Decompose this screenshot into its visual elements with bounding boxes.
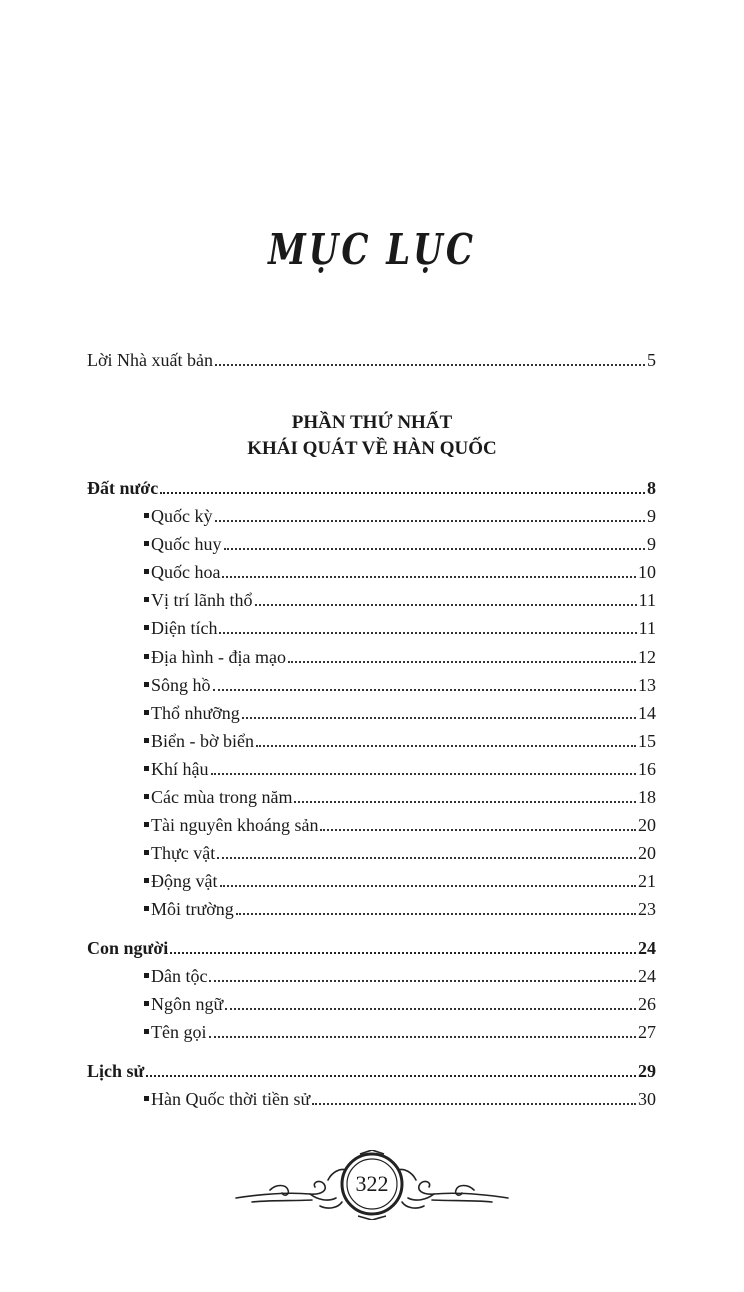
dot-leader [215, 520, 646, 522]
toc-section-con-nguoi[interactable] [87, 936, 656, 960]
dot-leader [219, 632, 636, 634]
toc-entry-page: 5 [647, 350, 656, 370]
toc-item[interactable] [144, 588, 656, 612]
toc-section-page: 24 [638, 938, 656, 958]
toc-item-label: Ngôn ngữ [151, 994, 224, 1014]
toc-item-page: 11 [638, 590, 656, 610]
toc-item[interactable] [144, 964, 656, 988]
bullet-icon [144, 569, 149, 574]
toc-item-label: Thổ nhưỡng [151, 703, 240, 723]
bullet-icon [144, 541, 149, 546]
toc-item[interactable] [144, 869, 656, 893]
page-footer [232, 1150, 512, 1220]
toc-item[interactable] [144, 560, 656, 584]
toc-item-label: Các mùa trong năm [151, 787, 293, 807]
toc-item[interactable] [144, 504, 656, 528]
toc-section-title: Đất nước [87, 478, 159, 498]
bullet-icon [144, 766, 149, 771]
dot-leader [170, 952, 636, 954]
toc-item[interactable] [144, 616, 656, 640]
toc-item[interactable] [144, 841, 656, 865]
dot-leader [146, 1075, 636, 1077]
part-heading-line2: KHÁI QUÁT VỀ HÀN QUỐC [247, 438, 497, 459]
toc-item-page: 10 [638, 562, 656, 582]
dot-leader [222, 576, 636, 578]
dot-leader [256, 745, 636, 747]
toc-item-page: 9 [647, 506, 656, 526]
dot-leader [224, 548, 646, 550]
toc-section-page: 29 [638, 1061, 656, 1081]
bullet-icon [144, 738, 149, 743]
toc-item[interactable] [144, 1087, 656, 1111]
toc-item-label: Sông hồ [151, 675, 211, 695]
bullet-icon [144, 682, 149, 687]
dot-leader [215, 364, 645, 366]
toc-item-page: 20 [638, 843, 656, 863]
bullet-icon [144, 1096, 149, 1101]
part-heading-line1: PHẦN THỨ NHẤT [291, 412, 453, 433]
toc-section-title: Lịch sử [87, 1061, 145, 1081]
toc-item-label: Biển - bờ biển [151, 731, 254, 751]
toc-item[interactable] [144, 673, 656, 697]
bullet-icon [144, 1029, 149, 1034]
toc-item-label: Thực vật [151, 843, 216, 863]
toc-item-label: Tài nguyên khoáng sản [151, 815, 319, 835]
toc-item-page: 9 [647, 534, 656, 554]
toc-item-label: Quốc hoa [151, 562, 221, 582]
toc-item-label: Vị trí lãnh thổ [151, 590, 253, 610]
bullet-icon [144, 1001, 149, 1006]
toc-item-page: 27 [638, 1022, 656, 1042]
dot-leader [211, 773, 637, 775]
toc-entry-intro[interactable] [87, 348, 656, 372]
toc-section-dat-nuoc[interactable] [87, 476, 656, 500]
toc-item-page: 30 [638, 1089, 656, 1109]
dot-leader [236, 913, 636, 915]
bullet-icon [144, 822, 149, 827]
dot-leader [209, 980, 636, 982]
bullet-icon [144, 794, 149, 799]
toc-item[interactable] [144, 897, 656, 921]
toc-item-label: Dân tộc [151, 966, 208, 986]
toc-item[interactable] [144, 757, 656, 781]
dot-leader [288, 661, 636, 663]
bullet-icon [144, 654, 149, 659]
toc-item[interactable] [144, 785, 656, 809]
toc-section-page: 8 [647, 478, 656, 498]
toc-item-page: 21 [638, 871, 656, 891]
toc-item-label: Động vật [151, 871, 218, 891]
toc-item-page: 18 [638, 787, 656, 807]
toc-item-label: Địa hình - địa mạo [151, 647, 286, 667]
bullet-icon [144, 878, 149, 883]
toc-item-page: 23 [638, 899, 656, 919]
toc-item[interactable] [144, 992, 656, 1016]
bullet-icon [144, 973, 149, 978]
toc-item[interactable] [144, 813, 656, 837]
dot-leader [217, 857, 636, 859]
bullet-icon [144, 597, 149, 602]
dot-leader [160, 492, 645, 494]
toc-item-page: 13 [638, 675, 656, 695]
toc-item-page: 20 [638, 815, 656, 835]
toc-item-label: Quốc kỳ [151, 506, 213, 526]
toc-item-page: 11 [638, 618, 656, 638]
toc-item[interactable] [144, 729, 656, 753]
toc-item[interactable] [144, 701, 656, 725]
toc-item-page: 16 [638, 759, 656, 779]
toc-item-label: Tên gọi [151, 1022, 207, 1042]
toc-item-label: Hàn Quốc thời tiền sử [151, 1089, 311, 1109]
dot-leader [225, 1008, 636, 1010]
dot-leader [220, 885, 637, 887]
bullet-icon [144, 906, 149, 911]
dot-leader [320, 829, 636, 831]
toc-item[interactable] [144, 1020, 656, 1044]
toc-item-label: Diện tích [151, 618, 218, 638]
toc-item[interactable] [144, 645, 656, 669]
bullet-icon [144, 513, 149, 518]
bullet-icon [144, 850, 149, 855]
toc-item[interactable] [144, 532, 656, 556]
toc-item-page: 15 [638, 731, 656, 751]
toc-item-label: Môi trường [151, 899, 234, 919]
toc-section-title: Con người [87, 938, 169, 958]
toc-item-page: 12 [638, 647, 656, 667]
toc-item-label: Khí hậu [151, 759, 209, 779]
toc-item-page: 14 [638, 703, 656, 723]
dot-leader [312, 1103, 636, 1105]
bullet-icon [144, 625, 149, 630]
page-title: MỤC LỤC [268, 225, 476, 275]
bullet-icon [144, 710, 149, 715]
toc-item-label: Quốc huy [151, 534, 222, 554]
dot-leader [294, 801, 636, 803]
dot-leader [255, 604, 637, 606]
toc-entry-label: Lời Nhà xuất bản [87, 350, 213, 370]
page-number: 322 [355, 1171, 389, 1196]
toc-item-page: 24 [638, 966, 656, 986]
toc-section-lich-su[interactable] [87, 1059, 656, 1083]
dot-leader [242, 717, 636, 719]
dot-leader [209, 1036, 637, 1038]
dot-leader [213, 689, 636, 691]
toc-item-page: 26 [638, 994, 656, 1014]
